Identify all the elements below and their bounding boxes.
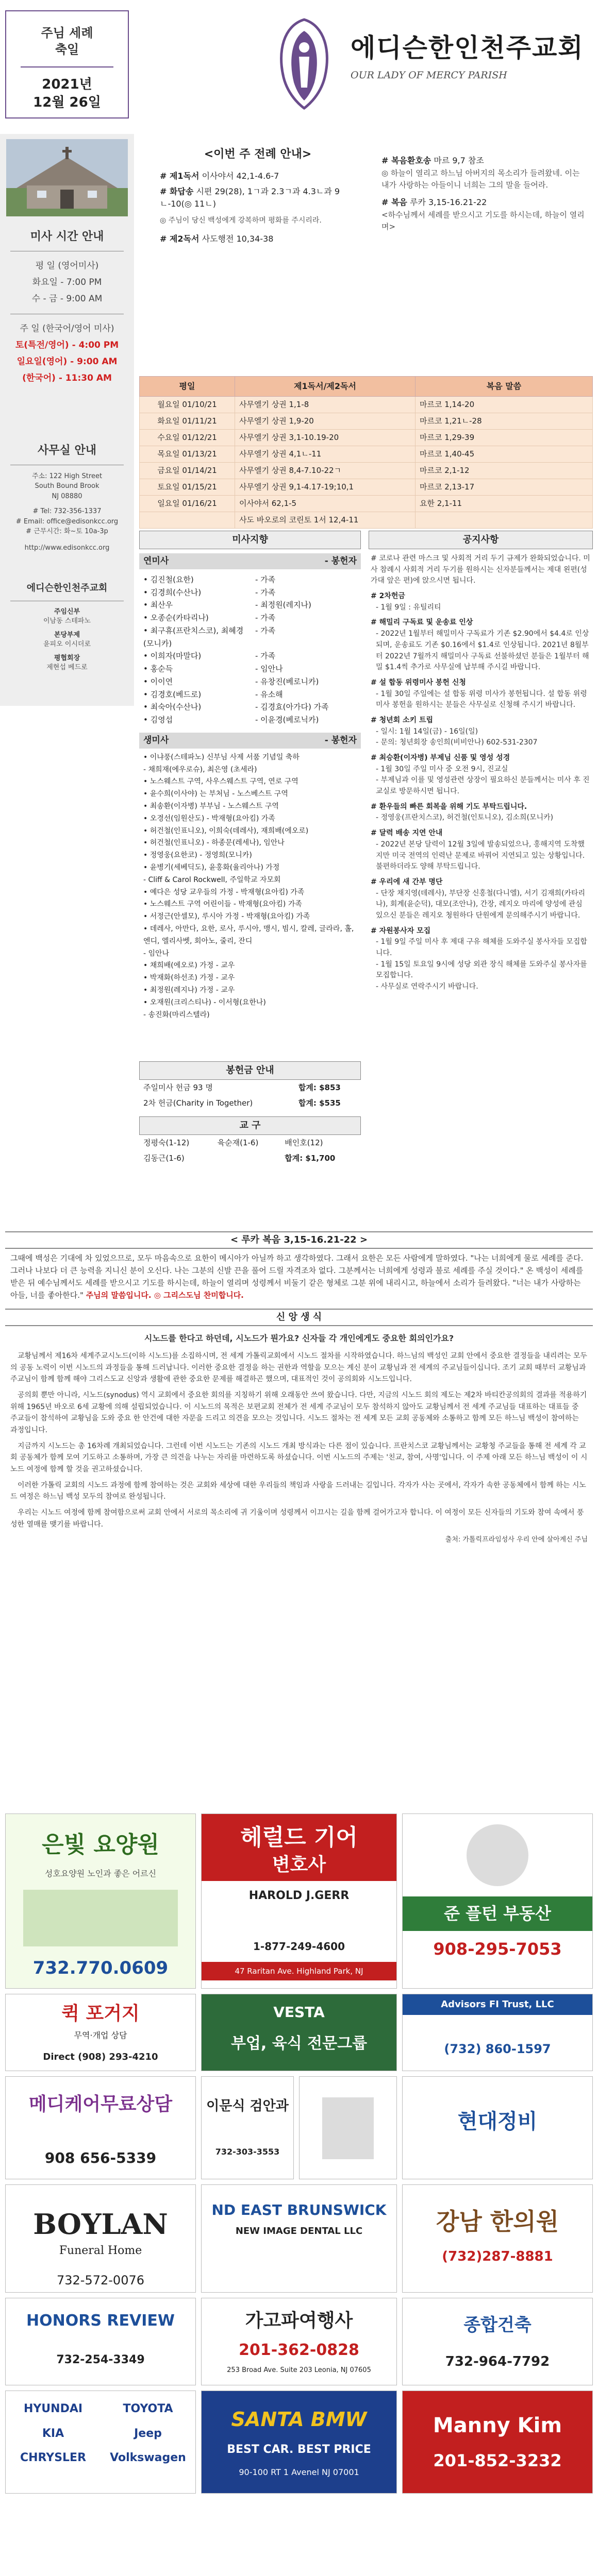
list-item: • 윤수희(이사야) 는 부처님 - 노스베스트 구역 xyxy=(143,790,288,799)
list-item: • 노스웨스트 구역 어린이들 - 박재형(요아킴) 가족 xyxy=(143,900,302,909)
psalm-response: ◎ 주님이 당신 백성에게 강복하며 평화를 주시리라. xyxy=(160,216,322,225)
bulletin-header xyxy=(0,0,598,129)
table-row: 2차 헌금(Charity in Together) 합계: $535 xyxy=(143,1098,341,1108)
intention-donor: - 가족 xyxy=(255,613,276,623)
weekday-mass-tuesday: 화요일 - 7:00 PM xyxy=(32,277,102,287)
sidebar xyxy=(0,134,134,706)
list-item: • 정영웅(요한코) - 정영희(모니카) xyxy=(143,851,252,860)
bulletin-year: 2021년 xyxy=(42,76,92,92)
table-row xyxy=(140,462,593,479)
bulletin-date: 12월 26일 xyxy=(33,94,101,110)
mass-intentions-section xyxy=(139,531,361,1024)
church-name-english: OUR LADY OF MERCY PARISH xyxy=(351,69,507,81)
list-item: • 박재화(하선조) 가정 - 교우 xyxy=(143,974,235,982)
list-item: • 오재원(크리스티나) - 이서형(요한나) xyxy=(143,998,266,1007)
ad-boylan-funeral[interactable]: BOYLAN Funeral Home 732-572-0076 xyxy=(5,2184,196,2293)
gospel-reading: # 복음 루카 3,15-16.21-22 xyxy=(381,197,487,208)
intention-name: • 오종순(카타리나) xyxy=(143,613,209,623)
notice-body: - 일시: 1월 14일(금) - 16일(일) - 문의: 청년회장 송인희(비비안나) 602-531-2307 xyxy=(376,727,538,747)
notice-title: # 자원봉사자 모집 xyxy=(371,926,431,935)
ad-gagopa-travel[interactable]: 가고파여행사 201-362-0828 253 Broad Ave. Suite 203 Leonia, NJ 07605 xyxy=(201,2298,397,2385)
list-item: • 데레사, 아만다, 요한, 로사, 루시아, 맹시, 빔시, 칼레, 글라라, 홀, 엔디, 엘리사벳, 회아노, 줄리, 잔디 xyxy=(143,925,354,945)
mass-intentions-title: 미사지향 xyxy=(139,531,361,549)
sunday-mass-english: 일요일(영어) - 9:00 AM xyxy=(16,357,118,367)
phone-line: # Tel: 732-356-1337 xyxy=(32,507,102,516)
table-cell: 마르코 1,21ㄴ-28 xyxy=(416,413,593,429)
table-cell: 월요일 01/10/21 xyxy=(140,396,235,413)
notice-body: - 1월 30일 주일 미사 중 오전 9시, 진교실 - 부제님과 이를 및 영성관련 상장이 필요하신 분들께서는 미사 후 진교실로 방문하시면 됩니다. xyxy=(376,765,590,796)
table-cell: 사무엘기 상권 4,1ㄴ-11 xyxy=(235,446,416,462)
weekday-mass-label: 평 일 (영어미사) xyxy=(35,260,99,271)
table-row xyxy=(140,396,593,413)
list-item: • 허건철(인표니오) - 하종문(레세나), 임안나 xyxy=(143,839,285,848)
intention-name: • 최구휴(프란치스코), 최혜경(모니카) xyxy=(143,625,244,648)
intention-name: • 최산우 xyxy=(143,600,173,610)
article-paragraph: 교황님께서 제16차 세계주교시노드(이하 시노드)를 소집하시며, 전 세계 가톨릭교회에서 시노드 절차를 시작하였습니다. 하느님의 백성인 교회 안에서 중요한 결정들을 내리려는 모두의 공동 노력이 이번 시노드의 과정들을 통해 드러납니다. 이러한 중요한 결정을 하는 권한과 역할을 모으는 계신 분이 교황님과 전 세계의 주교님들이십니다. 조기 교회 때부터 교황님과 주교님이 함께 함께 해야 그리스도교 신앙과 생활에 관한 중요한 문제를 해결하곤 했으며, 대표적인 것이 공의회와 시노드입니다. xyxy=(10,1351,587,1384)
ad-vesta[interactable]: VESTA 부업, 육식 전문그룹 xyxy=(201,1994,397,2071)
intention-donor: - 임안나 xyxy=(255,664,283,674)
gospel-acclamation-text: ◎ 하늘이 열리고 하느님 아버지의 목소리가 들려왔네. 이는 내가 사랑하는 아들이니 너희는 그의 말을 들어라. xyxy=(381,168,580,190)
address-line: South Bound Brook xyxy=(35,482,99,490)
article-source: 출처: 가톨릭프라임성사 우리 안에 살아계신 주님 xyxy=(445,1536,588,1544)
intention-donor: - 이윤경(베로닉카) xyxy=(255,715,319,725)
address-line: NJ 08880 xyxy=(52,492,82,500)
table-cell: 이사야서 62,1-5 xyxy=(235,495,416,512)
table-row: 정평숙(1-12) 육순재(1-6) 배인호(12) xyxy=(143,1138,323,1147)
intention-name: • 이이연 xyxy=(143,676,173,686)
car-brand-logo: TOYOTA xyxy=(123,2402,173,2415)
mass-times-section xyxy=(0,229,134,387)
gospel-reading-summary: <하수님께서 세례를 받으시고 기도를 하시는데, 하늘이 열리며> xyxy=(381,210,585,232)
article-title: 시노드를 한다고 하던데, 시노드가 뭔가요? 신자들 각 개인에게도 중요한 회의인가요? xyxy=(144,1333,454,1343)
intention-donor: - 가족 xyxy=(255,625,276,635)
staff-name: 이남동 스테파노 xyxy=(43,617,91,625)
parish-staff-section xyxy=(0,582,134,672)
offerings-section xyxy=(139,1061,361,1166)
staff-role: 본당부제 xyxy=(54,631,80,639)
list-item: • 서정근(안셀모), 루시아 가정 - 박재형(요아킴) 가족 xyxy=(143,912,310,921)
readings-table-body xyxy=(140,396,593,528)
sunday-mass-korean: (한국어) - 11:30 AM xyxy=(22,373,112,384)
sunday-mass-label: 주 일 (한국어/영어 미사) xyxy=(20,323,114,334)
notice-title: # 환우들의 빠른 회복을 위해 기도 부탁드립니다. xyxy=(371,802,527,811)
second-reading: # 제2독서 사도행전 10,34-38 xyxy=(160,233,274,244)
staff-role: 주임신부 xyxy=(54,608,80,616)
weekday-mass-wed-fri: 수 - 금 - 9:00 AM xyxy=(31,294,103,304)
intention-name: • 홍순득 xyxy=(143,664,173,674)
list-item: - 송진화(마리스텔라) xyxy=(143,1010,210,1019)
intention-name: • 이희자(마말다) xyxy=(143,651,202,661)
ad-car-dealer[interactable]: SANTA BMW BEST CAR. BEST PRICE 90-100 RT 1 Avenel NJ 07001 xyxy=(201,2391,397,2494)
realtor-photo xyxy=(467,1824,528,1886)
list-item: • 최정원(레지나) 가정 - 교우 xyxy=(143,986,235,995)
intention-donor: - 유소해 xyxy=(255,689,283,699)
column-header: 제1독서/제2독서 xyxy=(235,377,416,397)
notice-title: # 2차헌금 xyxy=(371,592,405,601)
requiem-mass-subtitle: 연미사 - 봉헌자 xyxy=(139,553,361,569)
article-paragraph: 우리는 시노드 여정에 함께 참여함으로써 교회 안에서 서로의 목소리에 귀 기울이며 성령께서 이끄시는 길을 함께 걸어가고자 합니다. 이 여정이 모든 신자들의 기도와 참여 속에서 풍성한 열매를 맺기를 바랍니다. xyxy=(10,1508,584,1529)
intention-donor: - 최정원(레지나) xyxy=(255,600,311,610)
table-row xyxy=(140,429,593,446)
list-item: • 오경선(임원산도) - 박재형(요아킴) 가족 xyxy=(143,814,275,823)
table-cell: 사무엘기 상권 9,1-4.17-19;10,1 xyxy=(235,479,416,495)
gospel-text: 그때에 백성은 기대에 차 있었으므로, 모두 마음속으로 요한이 메시아가 아닐까 하고 생각하였다. 그래서 요한은 모든 사람에게 말하였다. "나는 너희에게 물로 세례를 준다. 그러나 나보다 더 큰 능력을 지니신 분이 오신다. 나는 그분의 신발 끈을 풀어 드릴 자격조차 없다. 그분께서는 너희에게 성령과 불로 세례를 주실 것이다." 온 백성이 세례를 받은 뒤 예수님께서도 세례를 받으시고 기도를 하시는데, 하늘이 열리며 성령께서 비둘기 같은 형체로 그분 위에 내리시고, 하늘에서 소리가 들려왔다. "너는 내가 사랑하는 아들, 너를 좋아한다." 주님의 말씀입니다. ◎ 그리스도님 찬미합니다. xyxy=(10,1253,584,1300)
table-row xyxy=(140,495,593,512)
table-cell: 사무엘기 상권 1,9-20 xyxy=(235,413,416,429)
table-cell: 화요일 01/11/21 xyxy=(140,413,235,429)
notices-list xyxy=(369,549,593,997)
table-header-row xyxy=(140,377,593,397)
sunday-mass-saturday: 토(특전/영어) - 4:00 PM xyxy=(15,340,119,350)
table-cell: 목요일 01/13/21 xyxy=(140,446,235,462)
ad-honors-review[interactable]: HONORS REVIEW 732-254-3349 xyxy=(5,2298,196,2385)
notices-title: 공지사항 xyxy=(369,531,593,549)
ad-realty[interactable]: 준 플턴 부동산 908-295-7053 xyxy=(402,1814,593,1989)
table-cell: 금요일 01/14/21 xyxy=(140,462,235,479)
ad-lawyer[interactable]: 헤럴드 기어 변호사 HAROLD J.GERR 1-877-249-4600 47 Raritan Ave. Highland Park, NJ xyxy=(201,1814,397,1989)
table-row: 주일미사 헌금 93 명 합계: $853 xyxy=(143,1083,341,1092)
intention-donor: - 가족 xyxy=(255,587,276,597)
first-reading: # 제1독서 이사야서 42,1-4.6-7 xyxy=(160,171,279,181)
table-cell: 마르코 1,29-39 xyxy=(416,429,593,446)
table-cell: 요한 2,1-11 xyxy=(416,495,593,512)
staff-name: 윤피오 이시더로 xyxy=(43,640,91,648)
ad-medicare[interactable]: 메디케어무료상담 908 656-5339 xyxy=(5,2076,196,2179)
list-item: • 노스웨스트 구역, 사우스웨스트 구역, 연로 구역 xyxy=(143,777,298,786)
ad-manny-kim[interactable]: Manny Kim 201-852-3232 xyxy=(402,2391,593,2494)
doctor-photo xyxy=(322,2097,374,2159)
mass-times-title: 미사 시간 안내 xyxy=(30,230,104,243)
ad-advisors[interactable]: Advisors FI Trust, LLC (732) 860-1597 xyxy=(402,1994,593,2071)
table-cell: 토요일 01/15/21 xyxy=(140,479,235,495)
intention-donor: - 가족 xyxy=(255,651,276,661)
gospel-heading: < 루카 복음 3,15-16.21-22 > xyxy=(5,1231,593,1249)
intention-name: • 김경호(베드로) xyxy=(143,689,202,699)
list-item: • 이냐풍(스테파노) 신부님 사제 서품 기념일 축하 xyxy=(143,753,300,761)
intention-donor: - 유창진(베로니카) xyxy=(255,676,319,686)
requiem-mass-list xyxy=(139,569,361,728)
nursing-home-image xyxy=(23,1890,178,1946)
column-header: 평일 xyxy=(140,377,235,397)
sunday-name: 주님 세례 축일 xyxy=(41,26,93,57)
ad-silver-nursing[interactable]: 은빛 요양원 성호요양원 노인과 좋은 어르신 732.770.0609 xyxy=(5,1814,196,1989)
notice-body: - 정영웅(프란치스코), 허건철(인토니오), 김소희(모니카) xyxy=(376,814,554,822)
diocese-title: 교 구 xyxy=(139,1116,361,1135)
article-paragraph: 공의회 뿐만 아니라, 시노드(synodus) 역시 교회에서 중요한 회의를 지칭하기 위해 오래동안 쓰여 왔습니다. 다만, 지금의 시노드 회의 제도는 제2차 바티칸공의회의 결과를 적용하기 위해 1965년 바오로 6세 교황에 의해 설립되었습니다. 이 시노드의 목적은 보편교회 전체가 전 세계 주교님이 모두 참석하지 않아도 교황님께서 전 세계 주교님들 대표하는 대표들 중 주교들이 참석하여 교황님을 도와 중요 한 안건에 대한 자문을 드리고 의견을 모으는 것입니다. 시노드 절차는 전 세계 모든 교회 공동체와 소통하고 함께 모든 하느님 백성이 참여하는 과정입니다. xyxy=(10,1391,587,1434)
car-brand-logo: Volkswagen xyxy=(110,2451,186,2465)
table-cell: 수요일 01/12/21 xyxy=(140,429,235,446)
date-box xyxy=(5,10,129,118)
parish-logo-icon xyxy=(273,15,335,113)
psalm: # 화답송 시편 29(28), 1ㄱ과 2.3ㄱ과 4.3ㄴ과 9ㄴ-10(◎ 11ㄴ) xyxy=(160,187,340,209)
ad-quick-tax[interactable]: 퀵 포거지 무역·개업 상담 Direct (908) 293-4210 xyxy=(5,1994,196,2071)
living-mass-list xyxy=(139,749,361,1025)
staff-role: 평협회장 xyxy=(54,654,80,663)
notice-title: # 최승환(이자병) 부제님 신품 및 영성 성경 xyxy=(371,754,510,762)
table-row xyxy=(140,446,593,462)
notice-body: - 1월 30일 주일에는 설 합동 위령 미사가 봉헌됩니다. 설 합동 위령미사 봉헌을 원하시는 분들은 사무실로 신청해 주시기 바랍니다. xyxy=(376,689,587,709)
notice-body: - 단장 채지영(데레사), 부단장 신홍철(다니엘), 서기 김재희(카타리나), 회계(윤순덕), 대모(조안나), 간장, 레지오 마리에 양성에 관심 있으신 분들은 레지오 청원하다 단원에게 문의해주시기 바랍니다. xyxy=(376,889,586,920)
synod-article xyxy=(10,1332,588,1545)
car-brand-logo: HYUNDAI xyxy=(23,2402,83,2415)
intention-donor: - 김경효(아가다) 가족 xyxy=(255,702,329,712)
table-row: 김동근(1-6) 합계: $1,700 xyxy=(143,1153,336,1163)
ad-optometry[interactable]: 이문식 검안과 732-303-3553 xyxy=(201,2076,294,2179)
offerings-title: 봉헌금 안내 xyxy=(139,1061,361,1080)
notice-intro: # 코로나 관련 마스크 및 사회적 거리 두기 규제가 완화되었습니다. 미사 참례시 사회적 거리 두기를 원하시는 신자분들께서는 제대 왼편(성가대 앞은 편)에 앉으시면 됩니다. xyxy=(371,554,590,585)
car-brand-logo: Jeep xyxy=(134,2427,162,2440)
ad-nd-dental[interactable]: ND EAST BRUNSWICK NEW IMAGE DENTAL LLC xyxy=(201,2184,397,2293)
car-brand-logo: KIA xyxy=(42,2427,64,2440)
office-hours-line: # 근무시간: 화~토 10a-3p xyxy=(26,528,108,536)
table-cell: 일요일 01/16/21 xyxy=(140,495,235,512)
office-title: 사무실 안내 xyxy=(38,444,96,457)
offerings-table xyxy=(139,1080,361,1111)
notice-title: # 달력 배송 지연 안내 xyxy=(371,829,443,838)
table-row xyxy=(140,512,593,528)
notice-body: - 2022년 본당 달력이 12월 3일에 발송되었으나, 홍해지역 도착했지만 미국 전역의 인력난 문제로 바꿔어 지연되고 있는 상황입니다. 불편하더라도 양해 부탁드립니다. xyxy=(376,840,585,871)
table-row xyxy=(140,479,593,495)
intention-name: • 김경희(수산나) xyxy=(143,587,202,597)
notices-section xyxy=(369,531,593,997)
table-cell: 마르코 2,1-12 xyxy=(416,462,593,479)
list-item: - 임안나 xyxy=(143,949,170,958)
list-item: • 채희배(에오로) 가정 - 교우 xyxy=(143,961,235,970)
list-item: - 채희재(에우로슈), 최은영 (초세라) xyxy=(143,765,257,774)
staff-name: 제현섭 베드로 xyxy=(46,664,88,672)
intention-donor: - 가족 xyxy=(255,574,276,584)
living-mass-subtitle: 생미사 - 봉헌자 xyxy=(139,733,361,749)
parish-staff-title: 에디슨한인천주교회 xyxy=(26,583,108,594)
table-cell: 마르코 1,14-20 xyxy=(416,396,593,413)
weekday-readings-table xyxy=(139,376,593,529)
notice-body: - 1월 9일 주일 미사 후 제대 구유 해체를 도와주실 봉사자들 모집합니다. - 1월 15일 토요일 9시에 성당 외관 장식 해체를 도와주실 봉사자를 모집합니다. - 사무실로 연락주시기 바랍니다. xyxy=(376,938,587,991)
faith-life-heading: 신 앙 생 식 xyxy=(5,1309,593,1326)
intention-name: • 김진철(요한) xyxy=(143,574,194,584)
car-brand-list xyxy=(6,2391,195,2466)
list-item: • 허건철(인표니오), 이희숙(데레사), 재희배(에오로) xyxy=(143,826,309,835)
table-row xyxy=(140,413,593,429)
list-item: • 윤병기(세베딕도), 윤홍화(율리아나) 가정 xyxy=(143,863,280,872)
list-item: - Cliff & Carol Rockwell, 주일학교 자모회 xyxy=(143,875,281,884)
email-line: # Email: office@edisonkcc.org xyxy=(15,517,119,526)
ad-doctor xyxy=(299,2076,397,2179)
notice-body: - 2022년 1월부터 해밀미사 구독료가 기존 $2.90에서 $4.4로 인상되며, 운송료도 기존 $0.16에서 $1.4로 인상됩니다. 2021년 8월부터 2022년 7월까지 해밀미사 구독료 선불하셨던 분들은 1월부터 해밀 $1.4씩 추가로 사무실에 납부해 주시길 바랍니다. xyxy=(376,630,589,672)
table-cell: 사무엘기 상권 8,4-7.10-22ㄱ xyxy=(235,462,416,479)
gospel-acclamation: # 복음환호송 마르 9,7 참조 ◎ 하늘이 열리고 하느님 아버지의 목소리가 들려왔네. 이는 내가 사랑하는 아들이니 너희는 그의 말을 들어라. # 복음 루카 3,15-16.21-22 <하수님께서 세례를 받으시고 기도를 하시는데, 하늘이 열리며> xyxy=(381,155,588,233)
diocese-table xyxy=(139,1135,361,1166)
intention-name: • 김영섭 xyxy=(143,715,173,725)
date-divider xyxy=(21,66,113,67)
church-building-image xyxy=(6,139,128,216)
ad-gangnam-clinic[interactable]: 강남 한의원 (732)287-8881 xyxy=(402,2184,593,2293)
church-title xyxy=(351,31,588,82)
table-cell: 마르코 2,13-17 xyxy=(416,479,593,495)
liturgy-title: <이번 주 전례 안내> xyxy=(204,148,312,161)
article-paragraph: 이러한 가톨릭 교회의 시노드 과정에 함께 참여하는 것은 교회와 세상에 대한 우리들의 책임과 사랑을 드러내는 길입니다. 각자가 사는 곳에서, 각자가 속한 공동체에서 함께 하는 시노드 여정은 하느님 백성 모두의 참여로 완성됩니다. xyxy=(10,1481,586,1501)
list-item: • 최송환(이자병) 부부님 - 노스웨스트 구역 xyxy=(143,802,279,811)
notice-body: - 1월 9일 : 유틸리티 xyxy=(376,603,441,612)
ad-car-brands xyxy=(5,2391,196,2494)
article-paragraph: 지금까지 시노드는 총 16차례 개최되었습니다. 그런데 이번 시노드는 기존의 시노드 개최 방식과는 다른 점이 있습니다. 프란치스코 교황님께서는 교황청 주교들을 통해 전 세계 각 교회 공동체가 함께 모여 기도하고 소통하며, 가장 큰 의견을 나누는 자리를 마련하도록 하셨습니다. 이번 시노드의 주제는 '친교, 참여, 사명'입니다. 이 주제 아래 모든 하느님 백성이 이 시노드 여정에 함께 할 것을 권고하셨습니다. xyxy=(10,1442,588,1473)
church-name-korean: 에디슨한인천주교회 xyxy=(351,33,584,63)
car-brand-logo: CHRYSLER xyxy=(20,2451,87,2465)
liturgy-readings-list xyxy=(160,170,366,248)
column-header: 복음 말씀 xyxy=(416,377,593,397)
list-item: • 예다은 성당 교우들의 가정 - 박재형(요아킴) 가족 xyxy=(143,888,305,896)
notice-title: # 우리에 새 간부 명단 xyxy=(371,877,443,886)
notice-title: # 청년회 소키 트립 xyxy=(371,716,434,724)
ad-hyundai-service[interactable]: 현대정비 xyxy=(402,2076,593,2179)
notice-title: # 설 합동 위령미사 봉헌 신청 xyxy=(371,678,466,687)
website-link[interactable]: http://www.edisonkcc.org xyxy=(24,544,110,552)
ad-construction[interactable]: 종합건축 732-964-7792 xyxy=(402,2298,593,2385)
table-cell: 사무엘기 상권 1,1-8 xyxy=(235,396,416,413)
office-section xyxy=(0,443,134,553)
table-cell: 사무엘기 상권 3,1-10.19-20 xyxy=(235,429,416,446)
address-line: 주소: 122 High Street xyxy=(31,472,103,480)
gospel-closing: 주님의 말씀입니다. ◎ 그리스도님 찬미합니다. xyxy=(86,1291,244,1300)
intention-name: • 최숙아(수산나) xyxy=(143,702,202,712)
notice-title: # 해밀리 구독료 및 운송료 인상 xyxy=(371,618,473,627)
table-cell: 사도 바오로의 코린토 1서 12,4-11 xyxy=(235,512,416,528)
liturgy-section xyxy=(139,134,593,376)
table-cell: 마르코 1,40-45 xyxy=(416,446,593,462)
